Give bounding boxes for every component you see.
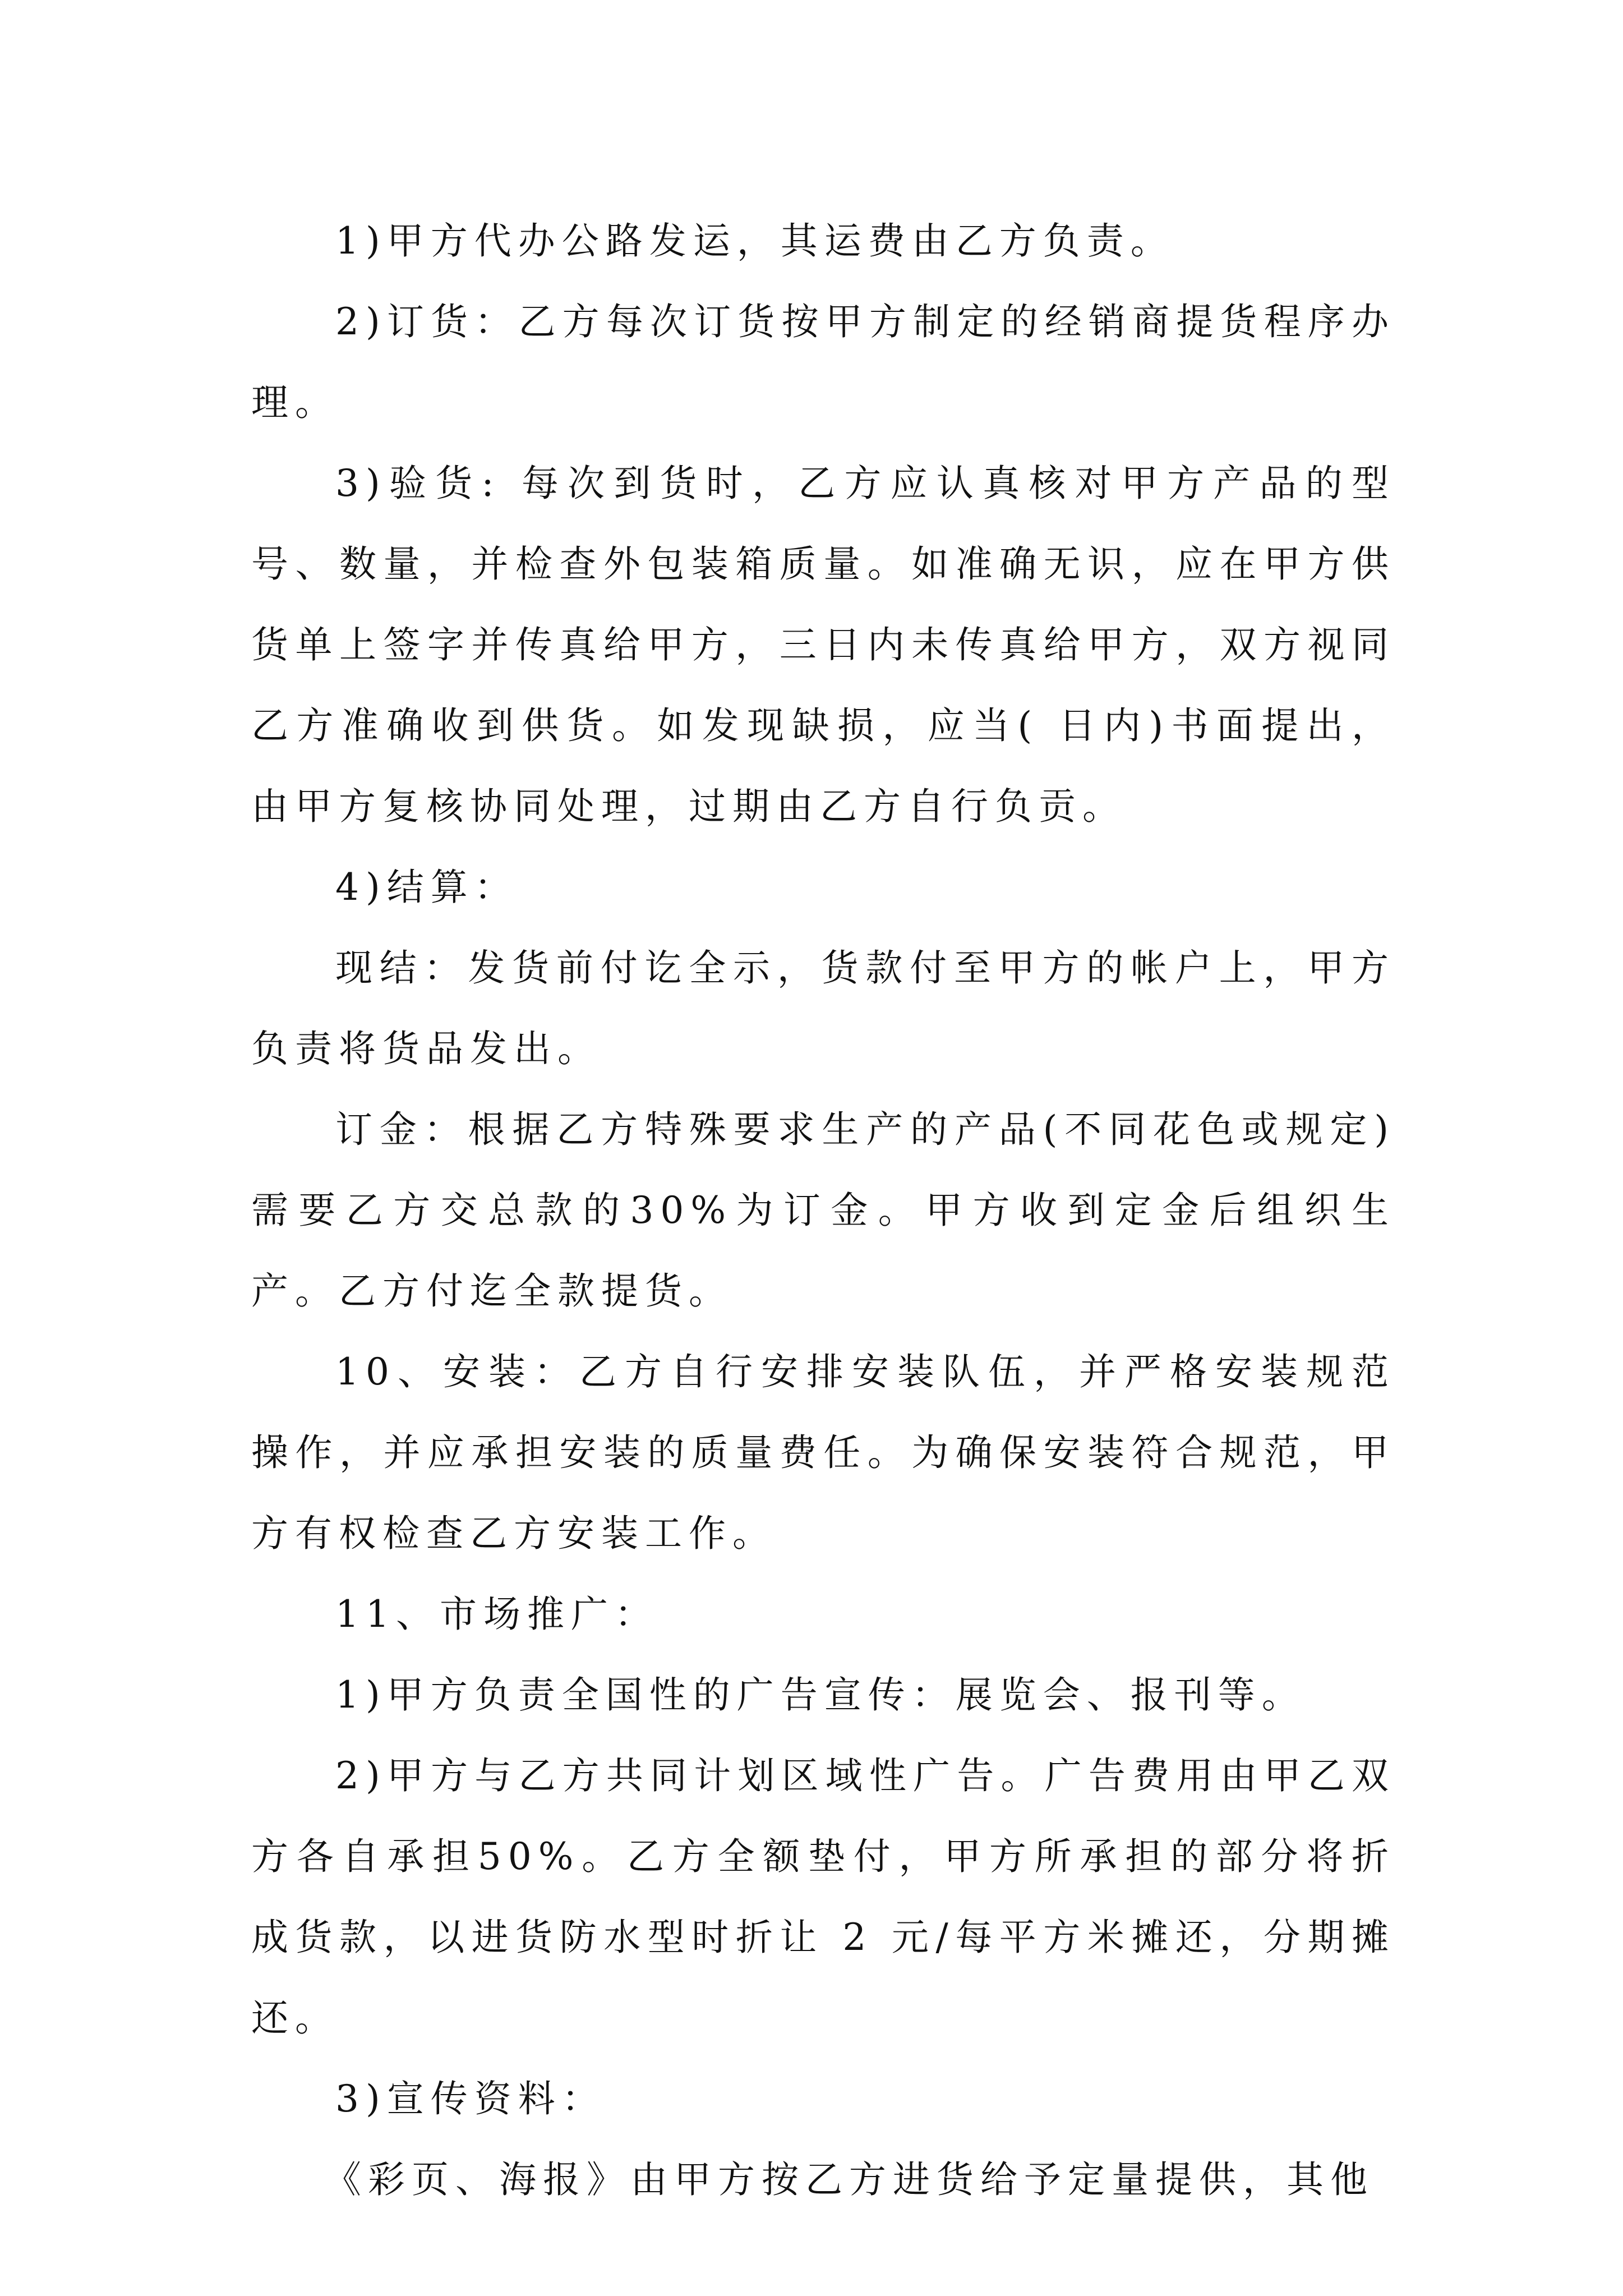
paragraph-promo-materials-heading: 3)宣传资料： (335, 2077, 606, 2120)
paragraph-marketing-heading: 11、市场推广： (335, 1593, 658, 1636)
paragraph-delivery: 1)甲方代办公路发运，其运费由乙方负责。 (335, 219, 1174, 263)
paragraph-cash-settlement: 现结：发货前付讫全示，货款付至甲方的帐户上，甲方负责将货品发出。 (251, 946, 1395, 1070)
paragraph-regional-ads: 2)甲方与乙方共同计划区域性广告。广告费用由甲乙双方各自承担50%。乙方全额垫付，甲方所承担的部分将折成货款，以进货防水型时折让 2 元/每平方米摊还，分期摊还。 (251, 1754, 1395, 2040)
paragraph-deposit: 订金：根据乙方特殊要求生产的产品(不同花色或规定)需要乙方交总款的30%为订金。甲方收到定金后组织生产。乙方付迄全款提货。 (251, 1108, 1395, 1313)
paragraph-ordering: 2)订货：乙方每次订货按甲方制定的经销商提货程序办理。 (251, 300, 1395, 424)
paragraph-settlement-heading: 4)结算： (335, 866, 518, 909)
paragraph-brochures: 《彩页、海报》由甲方按乙方进货给予定量提供，其他 (324, 2158, 1374, 2201)
paragraph-inspection: 3)验货: 每次到货时，乙方应认真核对甲方产品的型号、数量，并检查外包装箱质量。如准确无识，应在甲方供货单上签字并传真给甲方，三日内未传真给甲方，双方视同乙方准确收到供货。如发现缺损，应当( 日内)书面提出，由甲方复核协同处理，过期由乙方自行负贡。 (251, 462, 1395, 828)
paragraph-installation: 10、安装：乙方自行安排安装队伍，并严格安装规范操作，并应承担安装的质量费任。为确保安装符合规范，甲方有权检查乙方安装工作。 (251, 1350, 1395, 1555)
paragraph-national-ads: 1)甲方负责全国性的广告宣传：展览会、报刊等。 (335, 1673, 1306, 1717)
document-body (251, 201, 1395, 2220)
